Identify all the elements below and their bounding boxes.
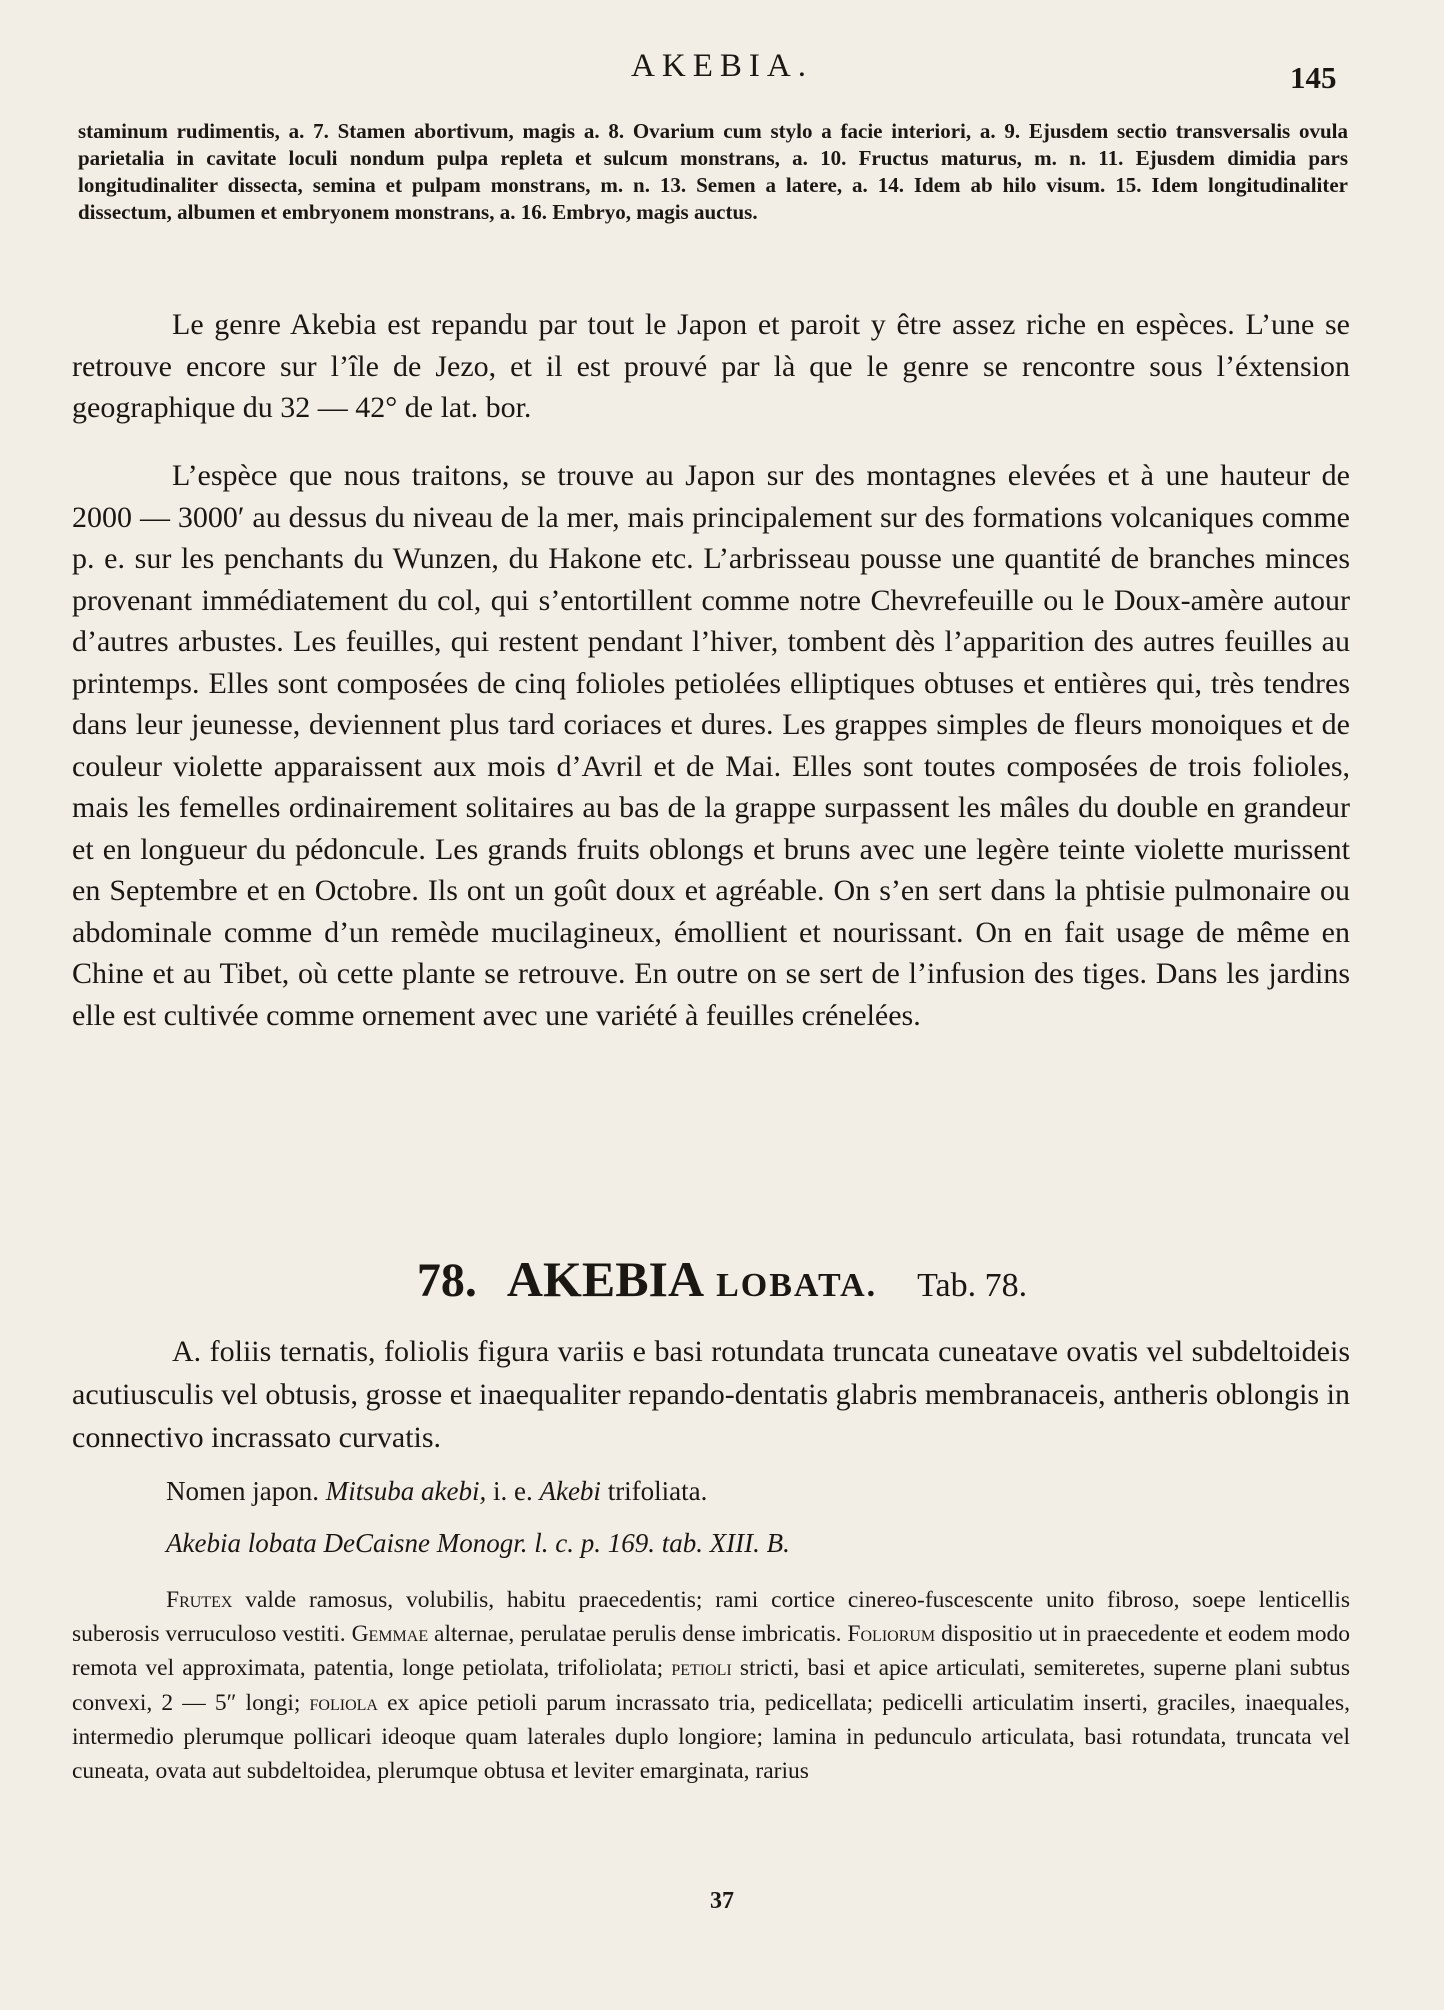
text-foliorum: dispositio ut in praecedente et eodem modo remota vel approximata, patentia, longe petiolata, trifoliolata; [72,1621,1351,1682]
nomen-name: Mitsuba akebi, [325,1476,487,1506]
paragraph-genre [72,304,1350,429]
running-title: AKEBIA. [631,48,813,84]
term-foliorum: Foliorum [847,1621,936,1648]
text-petioli: stricti, basi et apice articulati, semiteretes, superne plani subtus convexi, 2 — 5″ longi; [72,1655,1351,1716]
description-text [72,1583,1350,1788]
figure-caption: staminum rudimentis, a. 7. Stamen abortivum, magis a. 8. Ovarium cum stylo a facie interiori, a. 9. Ejusdem sectio transversalis ovula parietalia in cavitate loculi nondum pulpa repleta et sulcum monstrans, a. 10. Fructus maturus, m. n. 11. Ejusdem dimidia pars longitudinaliter dissecta, semina et pulpam monstrans, m. n. 13. Semen a latere, a. 14. Idem ab hilo visum. 15. Idem longitudinaliter dissectum, albumen et embryonem monstrans, a. 16. Embryo, magis auctus. [78,119,1348,224]
species-epithet: LOBATA. [716,1267,878,1304]
term-foliola: foliola [309,1689,378,1716]
text-foliola: ex apice petioli parum incrassato tria, pedicellata; pedicelli articulatim inserti, graciles, inaequales, intermedio plerumque pollicari ideoque quam laterales duplo longiore; lamina in pedunculo articulata, basi rotundata, truncata vel cuneata, ovata aut subdeltoidea, plerumque obtusa et leviter emarginata, rarius [72,1689,1351,1785]
diagnosis-text: A. foliis ternatis, foliolis figura variis e basi rotundata truncata cuneatave ovatis vel subdeltoideis acutiusculis vel obtusis, grosse et inaequaliter repando-dentatis glabris membranaceis, antheris oblongis in connectivo incrassato curvatis. [72,1335,1350,1454]
species-number: 78. [416,1254,477,1307]
term-petioli: petioli [671,1655,732,1682]
diagnosis [72,1330,1350,1459]
term-gemmae: Gemmae [351,1621,429,1648]
signature-mark: 37 [710,1888,734,1914]
species-heading [0,1250,1444,1308]
literature-citation: Akebia lobata DeCaisne Monogr. l. c. p. 169. tab. XIII. B. [166,1528,790,1558]
term-frutex: Frutex [166,1587,233,1613]
nomen-middle: i. e. [492,1476,533,1506]
paragraph-text: L’espèce que nous traitons, se trouve au Japon sur des montagnes elevées et à une hauteur de 2000 — 3000′ au dessus du niveau de la mer, mais principalement sur des formations volcaniques comme p. e. sur les penchants du Wunzen, du Hakone etc. L’arbrisseau pousse une quantité de branches minces provenant immédiatement du col, qui s’entortillent comme notre Chevrefeuille ou le Doux-amère autour d’autres arbustes. Les feuilles, qui restent pendant l’hiver, tombent dès l’apparition des autres feuilles au printemps. Elles sont composées de cinq folioles petiolées elliptiques obtuses et entières qui, très tendres dans leur jeunesse, deviennent plus tard coriaces et dures. Les grappes simples de fleurs monoiques et de couleur violette apparaissent aux mois d’Avril et de Mai. Elles sont toutes composées de trois folioles, mais les femelles ordinairement solitaires au bas de la grappe surpassent les mâles du double en grandeur et en longueur du pédoncule. Les grands fruits oblongs et bruns avec une legère teinte violette murissent en Septembre et en Octobre. Ils ont un goût doux et agréable. On s’en sert dans la phtisie pulmonaire ou abdominale comme d’un remède mucilagineux, émollient et nourissant. On en fait usage de même en Chine et au Tibet, où cette plante se retrouve. En outre on se sert de l’infusion des tiges. Dans les jardins elle est cultivée comme ornement avec une variété à feuilles crénelées. [72,459,1350,1032]
text-frutex: valde ramosus, volubilis, habitu praecedentis; rami cortice cinereo-fuscescente unito fibroso, soepe lenticellis suberosis verruculoso vestiti. [72,1587,1351,1648]
description [72,1583,1350,1788]
nomen-akebi: Akebi [539,1476,601,1506]
nomen-prefix: Nomen japon. [166,1476,319,1506]
text-gemmae: alternae, perulatae perulis dense imbricatis. [434,1621,842,1648]
paragraph-espece [72,455,1350,1036]
plate-reference: Tab. 78. [917,1267,1028,1304]
nomen-suffix: trifoliata. [607,1476,708,1506]
page-number: 145 [1290,60,1337,95]
paragraph-text: Le genre Akebia est repandu par tout le Japon et paroit y être assez riche en espèces. L’une se retrouve encore sur l’île de Jezo, et il est prouvé par là que le genre se rencontre sous l’éxtension geographique du 32 — 42° de lat. bor. [72,308,1350,424]
species-genus: AKEBIA [506,1251,705,1307]
japanese-name [166,1476,707,1507]
